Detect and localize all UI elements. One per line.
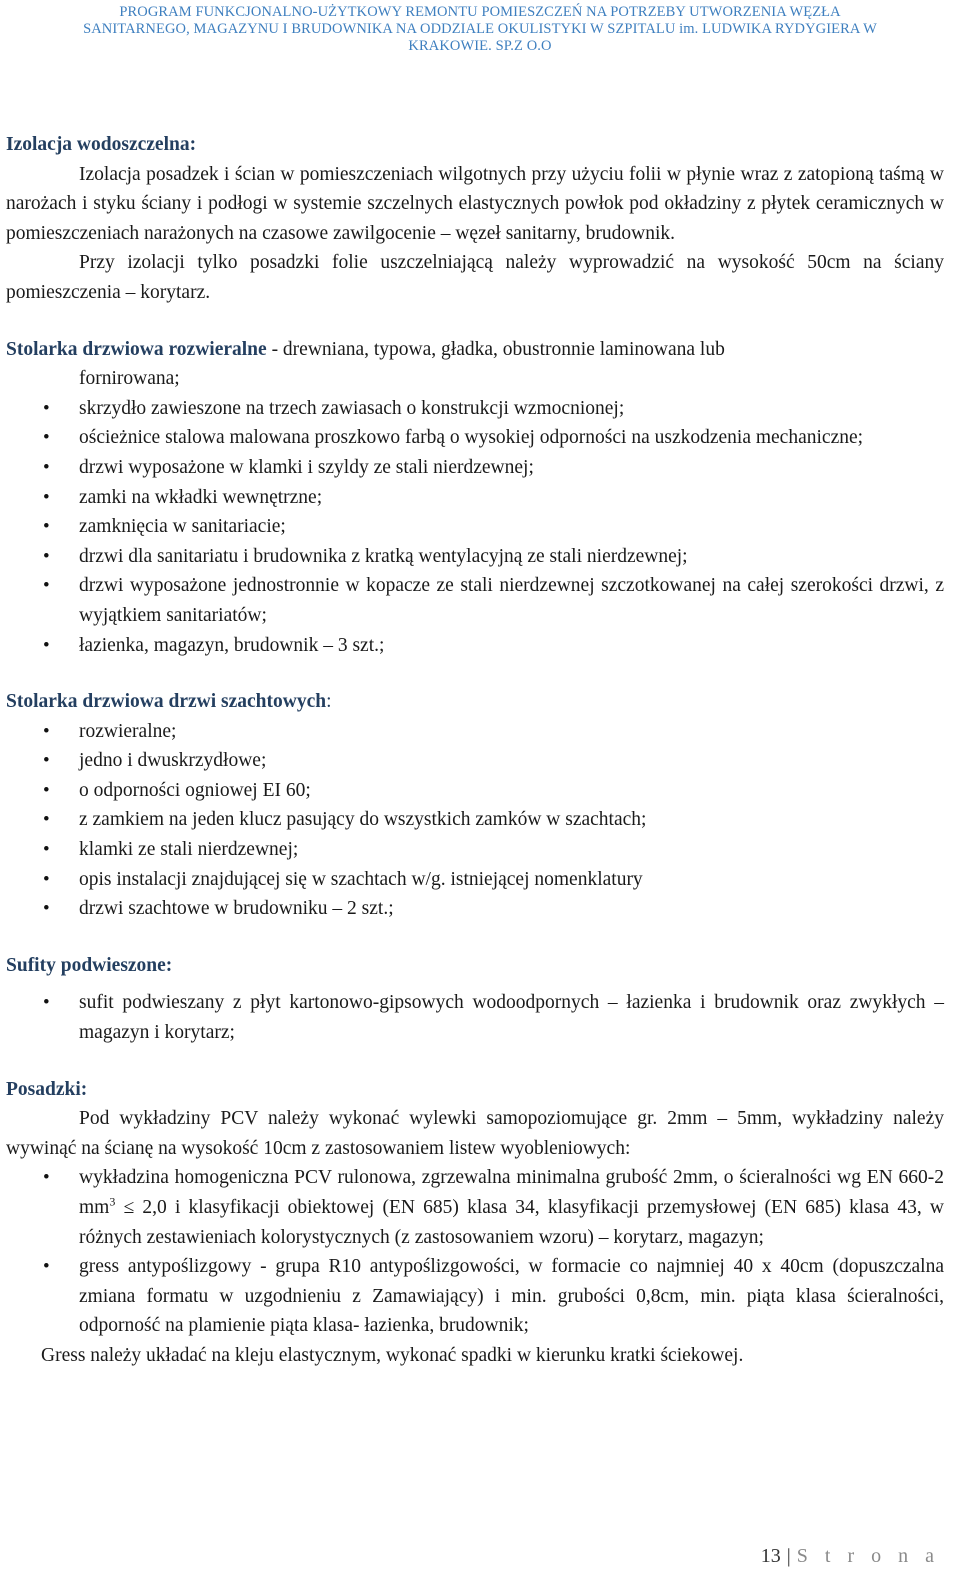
- list-item: • o odporności ogniowej EI 60;: [6, 776, 944, 806]
- list-item: • skrzydło zawieszone na trzech zawiasach o konstrukcji wzmocnionej;: [6, 394, 944, 424]
- header-line-1: PROGRAM FUNKCJONALNO-UŻYTKOWY REMONTU POMIESZCZEŃ NA POTRZEBY UTWORZENIA WĘZŁA: [119, 4, 841, 20]
- list-item: [6, 1163, 944, 1252]
- waterproofing-paragraph-2: Przy izolacji tylko posadzki folie uszczelniającą należy wyprowadzić na wysokość 50cm na ściany pomieszczenia – korytarz.: [6, 252, 944, 303]
- section-title-shaft-doors: Stolarka drzwiowa drzwi szachtowych: [6, 691, 327, 713]
- page-number: 13: [760, 1545, 781, 1567]
- floors-item-1-part-b: ≤ 2,0 i klasyfikacji obiektowej (EN 685) klasa 34, klasyfikacji przemysłowej (EN 685) klasa 43, w różnych zestawieniach kolorystycznych (z zastosowaniem wzoru) – korytarz, magazyn;: [79, 1197, 944, 1248]
- ceilings-list: [6, 988, 944, 1047]
- list-item: • jedno i dwuskrzydłowe;: [6, 746, 944, 776]
- section-title-waterproofing: Izolacja wodoszczelna:: [6, 134, 197, 155]
- footer-separator: |: [786, 1545, 791, 1567]
- list-item: • opis instalacji znajdującej się w szachtach w/g. istniejącej nomenklatury: [6, 865, 944, 895]
- list-item: • łazienka, magazyn, brudownik – 3 szt.;: [6, 631, 944, 661]
- section-title-ceilings: Sufity podwieszone:: [6, 954, 173, 976]
- section-title-floors: Posadzki:: [6, 1078, 88, 1100]
- list-item: • drzwi wyposażone jednostronnie w kopacze ze stali nierdzewnej szczotkowanej na całej szerokości drzwi, z wyjątkiem sanitariatów;: [6, 571, 944, 630]
- section-title-doors: Stolarka drzwiowa rozwieralne: [6, 338, 267, 360]
- document-header: [20, 4, 940, 55]
- list-item: • drzwi wyposażone w klamki i szyldy ze stali nierdzewnej;: [6, 453, 944, 483]
- list-item: • zamknięcia w sanitariacie;: [6, 512, 944, 542]
- list-item: • z zamkiem na jeden klucz pasujący do wszystkich zamków w szachtach;: [6, 805, 944, 835]
- waterproofing-paragraph-1: Izolacja posadzek i ścian w pomieszczeniach wilgotnych przy użyciu folii w płynie wraz z zatopioną taśmą w narożach i styku ściany i podłogi w systemie szczelnych elastycznych powłok pod okładziny z płytek ceramicznych w pomieszczeniach narażonych na czasowe zawilgocenie – węzeł sanitarny, brudownik.: [6, 163, 944, 244]
- section-shaft-doors-heading: [6, 687, 944, 717]
- list-item: • ościeżnice stalowa malowana proszkowo farbą o wysokiej odporności na uszkodzenia mechaniczne;: [6, 423, 944, 453]
- section-doors-intro: [6, 335, 944, 365]
- header-line-2: SANITARNEGO, MAGAZYNU I BRUDOWNIKA NA ODDZIALE OKULISTYKI W SZPITALU im. LUDWIKA RYDYGIERA W: [83, 21, 877, 37]
- list-item: • sufit podwieszany z płyt kartonowo-gipsowych wodoodpornych – łazienka i brudownik oraz zwykłych – magazyn i korytarz;: [6, 988, 944, 1047]
- doors-list: [6, 394, 944, 660]
- list-item: • drzwi dla sanitariatu i brudownika z kratką wentylacyjną ze stali nierdzewnej;: [6, 542, 944, 572]
- page-label: S t r o n a: [796, 1545, 940, 1567]
- doors-intro-text: - drewniana, typowa, gładka, obustronnie laminowana lub: [266, 338, 725, 360]
- superscript-3: 3: [109, 1194, 116, 1209]
- list-item: • drzwi szachtowe w brudowniku – 2 szt.;: [6, 894, 944, 924]
- document-body: [6, 130, 944, 1371]
- shaft-doors-colon: :: [326, 691, 332, 713]
- list-item: • rozwieralne;: [6, 717, 944, 747]
- floors-closing-paragraph: Gress należy układać na kleju elastycznym, wykonać spadki w kierunku kratki ściekowej.: [41, 1344, 744, 1366]
- list-item: • zamki na wkładki wewnętrzne;: [6, 483, 944, 513]
- floors-list: [6, 1163, 944, 1341]
- shaft-doors-list: [6, 717, 944, 924]
- list-item: • gress antypoślizgowy - grupa R10 antypoślizgowości, w formacie co najmniej 40 x 40cm (dopuszczalna zmiana formatu w uzgodnieniu z Zamawiający) i min. grubości 0,8cm, min. piąta klasa ścieralności, odporność na plamienie piąta klasa- łazienka, brudownik;: [6, 1252, 944, 1341]
- page-footer: [761, 1545, 940, 1568]
- list-item: • klamki ze stali nierdzewnej;: [6, 835, 944, 865]
- header-line-3: KRAKOWIE. SP.Z O.O: [408, 38, 552, 54]
- floors-item-1-part-a: wykładzina homogeniczna PCV rulonowa, zgrzewalna minimalna grubość 2mm, o ścieralności wg EN 660-2 mm: [79, 1167, 944, 1218]
- floors-paragraph: Pod wykładziny PCV należy wykonać wylewki samopoziomujące gr. 2mm – 5mm, wykładziny należy wywinąć na ścianę na wysokość 10cm z zastosowaniem listew wyobleniowych:: [6, 1108, 944, 1159]
- doors-intro-continuation: fornirowana;: [79, 368, 180, 390]
